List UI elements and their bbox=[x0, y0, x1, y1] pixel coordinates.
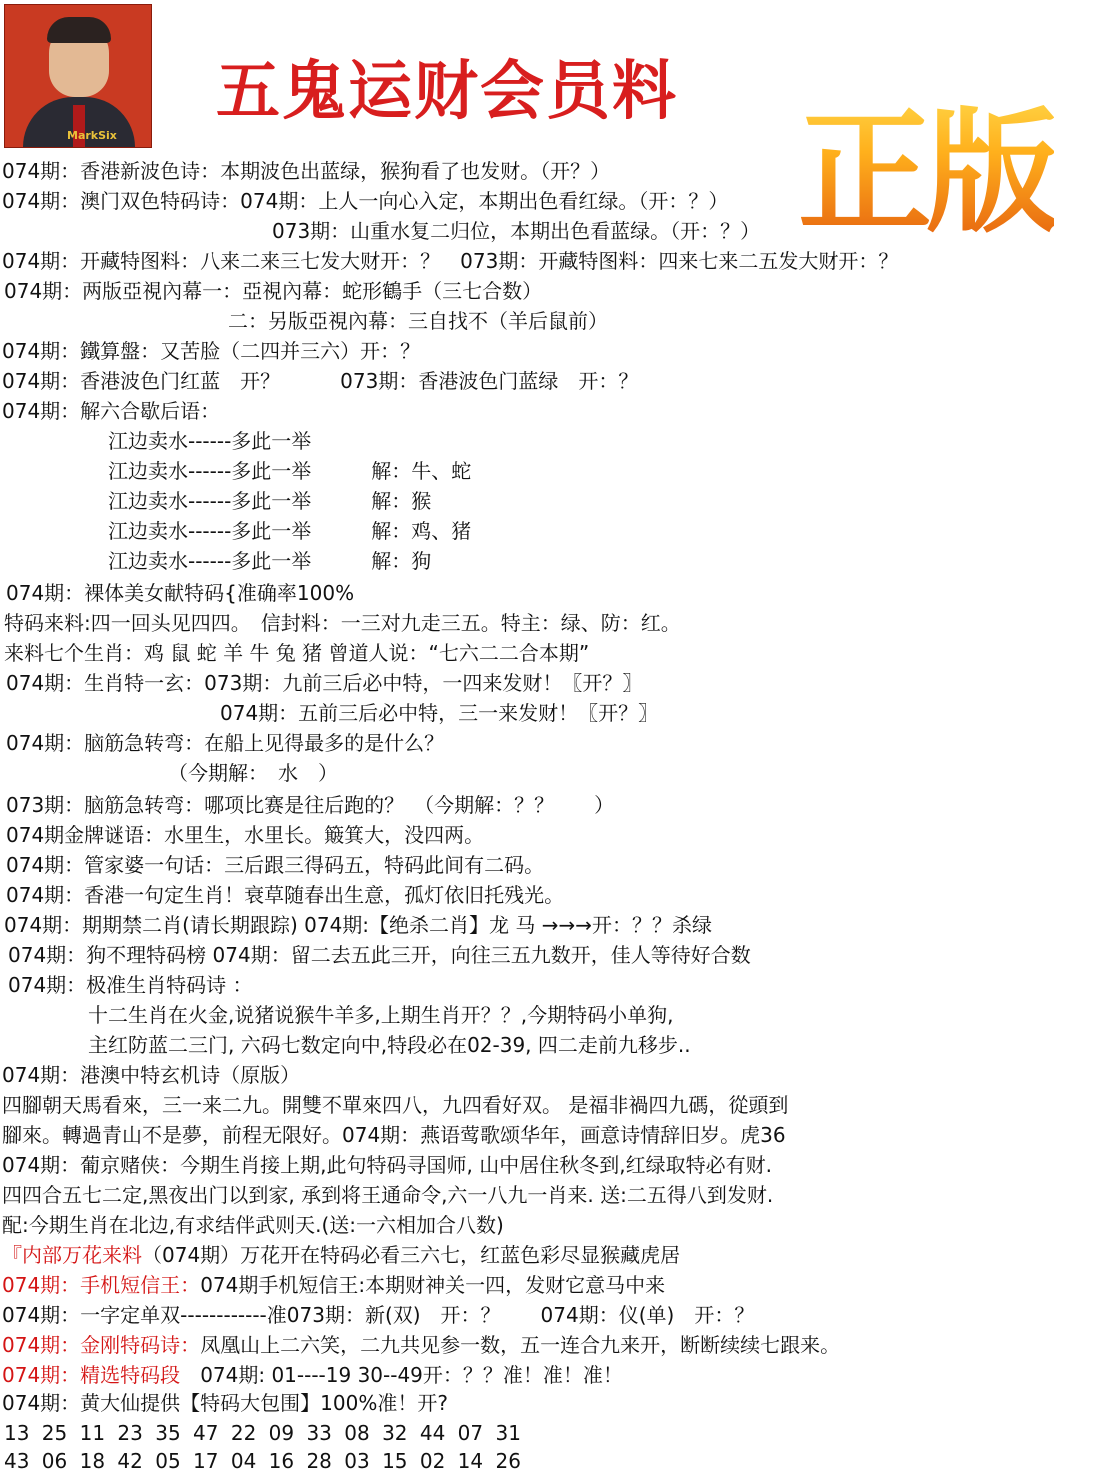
text-line: 074期：香港新波色诗：本期波色出蓝绿，猴狗看了也发财。（开？） bbox=[2, 159, 611, 183]
text-line: 073期：脑筋急转弯：哪项比赛是往后跑的？ （今期解：？？ ） bbox=[6, 793, 615, 817]
text-line-jingxuan bbox=[2, 1360, 623, 1390]
text-line: 074期：葡京赌侠：今期生肖接上期,此句特码寻国师, 山中居住秋冬到,红绿取特必有财. bbox=[2, 1153, 772, 1177]
text-line-jingang bbox=[2, 1330, 840, 1360]
red-label: 074期：手机短信王： bbox=[2, 1273, 201, 1297]
text-line: 074期：极准生肖特码诗 ： bbox=[8, 973, 253, 997]
text-line-sms bbox=[2, 1270, 665, 1300]
text-line: 江边卖水------多此一举 解：牛、蛇 bbox=[108, 459, 472, 483]
text-line: 江边卖水------多此一举 bbox=[108, 429, 312, 453]
text-line: （今期解： 水 ） bbox=[168, 761, 338, 785]
page-title: 五鬼运财会员料 bbox=[216, 54, 678, 129]
text-line: 074期：香港波色门红蓝 开？ 073期：香港波色门蓝绿 开：？ bbox=[2, 369, 639, 393]
photo-tag: MarkSix bbox=[67, 129, 117, 142]
line-body: 凤凰山上二六笑，二九共见参一数，五一连合九来开，断断续续七跟来。 bbox=[200, 1333, 841, 1357]
text-line: 073期：山重水复二归位，本期出色看蓝绿。（开：？） bbox=[272, 219, 761, 243]
text-line: 074期：鐵算盤：又苦脸（二四并三六）开：？ bbox=[2, 339, 421, 363]
text-line-wanhua bbox=[2, 1240, 680, 1270]
text-line: 074期：港澳中特玄机诗（原版） bbox=[2, 1063, 301, 1087]
text-line: 江边卖水------多此一举 解：狗 bbox=[108, 549, 432, 573]
text-line: 074期：期期禁二肖(请长期跟踪) 074期:【绝杀二肖】龙 马 →→→开：？？杀绿 bbox=[4, 913, 713, 937]
edition-badge: 正版 bbox=[798, 66, 1054, 258]
text-line: 074期：管家婆一句话：三后跟三得码五，特码此间有二码。 bbox=[6, 853, 545, 877]
text-line: 十二生肖在火金,说猪说猴牛羊多,上期生肖开？？,今期特码小单狗, bbox=[88, 1003, 674, 1027]
text-line: 074期：澳门双色特码诗：074期：上人一向心入定，本期出色看红绿。（开：？） bbox=[2, 189, 729, 213]
text-line: 江边卖水------多此一举 解：鸡、猪 bbox=[108, 519, 472, 543]
text-line: 074期：解六合歇后语： bbox=[2, 399, 221, 423]
number-row: 43 06 18 42 05 17 04 16 28 03 15 02 14 26 bbox=[4, 1449, 521, 1473]
text-line: 腳來。轉過青山不是夢，前程无限好。074期：燕语莺歌颂华年，画意诗情辞旧岁。虎36 bbox=[2, 1123, 786, 1147]
text-line: 074期：狗不理特码榜 074期：留二去五此三开，向往三五九数开，佳人等待好合数 bbox=[8, 943, 751, 967]
text-line: 074期：黄大仙提供【特码大包围】100%准！开? bbox=[2, 1391, 448, 1415]
text-line: 二：另版亞視內幕：三自找不（羊后鼠前） bbox=[228, 309, 608, 333]
text-line: 074期：生肖特一玄：073期：九前三后必中特，一四来发财！〖开？〗 bbox=[6, 671, 643, 695]
text-line: 074期：两版亞視內幕一：亞視內幕：蛇形鶴手（三七合数） bbox=[4, 279, 543, 303]
line-body: 074期手机短信王:本期财神关一四，发财它意马中来 bbox=[200, 1273, 666, 1297]
red-label: 『内部万花来料 bbox=[2, 1243, 142, 1267]
text-line: 来料七个生肖：鸡 鼠 蛇 羊 牛 兔 猪 曾道人说：“七六二二合本期” bbox=[4, 641, 590, 665]
text-line: 074期金牌谜语：水里生，水里长。簸箕大，没四两。 bbox=[6, 823, 485, 847]
text-line: 江边卖水------多此一举 解：猴 bbox=[108, 489, 432, 513]
text-line: 074期：裸体美女献特码{准确率100% bbox=[6, 581, 355, 605]
line-body: 074期: 01----19 30--49开：？？准！准！准！ bbox=[200, 1363, 623, 1387]
text-line: 074期：一字定单双------------准073期：新(双) 开：？ 074期：仪(单) 开：？ bbox=[2, 1303, 755, 1327]
text-line: 四四合五七二定,黑夜出门以到家, 承到将王通命令,六一八九一肖来. 送:二五得八到发财. bbox=[2, 1183, 774, 1207]
text-line: 074期：开藏特图料：八来二来三七发大财开：？ 073期：开藏特图料：四来七来二五发大财开：？ bbox=[2, 249, 899, 273]
text-line: 074期：脑筋急转弯：在船上见得最多的是什么？ bbox=[6, 731, 445, 755]
text-line: 四腳朝天馬看來，三一来二九。開雙不單來四八，九四看好双。 是福非禍四九碼，從頭到 bbox=[2, 1093, 789, 1117]
number-row: 13 25 11 23 35 47 22 09 33 08 32 44 07 31 bbox=[4, 1421, 521, 1445]
red-label: 074期：精选特码段 bbox=[2, 1363, 181, 1387]
line-body: （074期）万花开在特码必看三六七，红蓝色彩尽显猴藏虎居 bbox=[142, 1243, 681, 1267]
text-line: 特码来料:四一回头见四四。 信封料：一三对九走三五。特主：绿、防：红。 bbox=[4, 611, 681, 635]
text-line: 配:今期生肖在北边,有求结伴武则天.(送:一六相加合八数) bbox=[2, 1213, 504, 1237]
text-line: 主红防蓝二三门, 六码七数定向中,特段必在02-39, 四二走前九移步.. bbox=[88, 1033, 691, 1057]
text-line: 074期：五前三后必中特，三一来发财！〖开？〗 bbox=[220, 701, 659, 725]
red-label: 074期：金刚特码诗： bbox=[2, 1333, 201, 1357]
text-line: 074期：香港一句定生肖！衰草随春出生意，孤灯依旧托残光。 bbox=[6, 883, 565, 907]
